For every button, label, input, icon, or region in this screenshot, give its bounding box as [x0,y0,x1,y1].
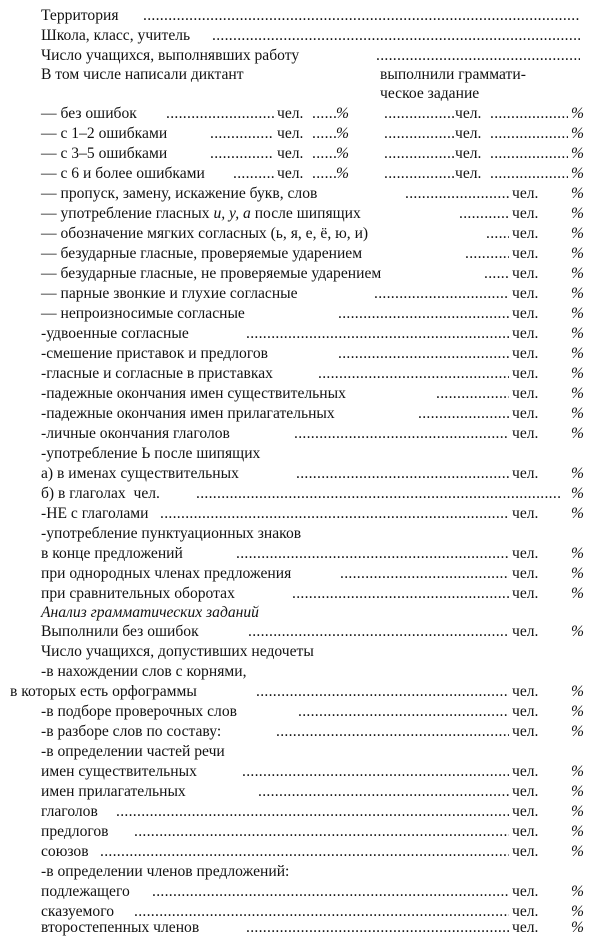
fill-line [490,144,568,164]
count-row [0,104,592,124]
unit-person: чел. [512,585,539,602]
unit-person: чел. [512,623,539,640]
fill-line [256,682,509,702]
unit-percent: % [571,823,584,840]
fill-line [248,622,509,642]
fill-line [210,124,274,144]
row-label: -смешение приставок и предлогов [41,345,268,362]
row-label: при сравнительных оборотах [41,585,235,602]
unit-percent: % [571,783,584,800]
unit-person: чел. [512,723,539,740]
fill-line [242,762,509,782]
unit-percent: % [571,585,584,602]
unit-percent: % [571,919,584,936]
sub-row [0,504,592,524]
unit-percent: % [336,165,349,182]
students-label: Число учащихся, выполнявших работу [41,47,300,64]
row-label: подлежащего [41,883,130,900]
fill-line [384,124,454,144]
unit-percent: % [571,723,584,740]
fill-line [338,304,509,324]
fill-line [384,144,454,164]
row-label: при однородных членах предложения [41,565,292,582]
unit-percent: % [571,165,584,182]
unit-percent: % [571,185,584,202]
fill-line [312,164,336,184]
unit-person: чел. [455,105,482,122]
unit-person: чел. [512,305,539,322]
unit-person: чел. [277,105,304,122]
fill-line [246,324,509,344]
unit-percent: % [571,565,584,582]
grammar-analysis-title: Анализ грамматических заданий [41,604,259,621]
error-type-row [0,424,592,444]
sub-row [0,782,592,802]
error-type-row [0,264,592,284]
fill-line [486,224,509,244]
sub-row [0,484,592,504]
grammar-heading: выполнили граммати- [380,66,526,83]
error-type-row [0,324,592,344]
unit-person: чел. [512,285,539,302]
row-label: -падежные окончания имен существительных [41,385,346,402]
fill-line [405,184,509,204]
error-type-row [0,184,592,204]
unit-percent: % [571,325,584,342]
unit-person: чел. [512,823,539,840]
fill-line [490,164,568,184]
punctuation-title: -употребление пунктуационных знаков [41,525,302,542]
fill-line [246,918,509,938]
error-type-row [0,344,592,364]
school-line [0,26,592,46]
unit-person: чел. [277,145,304,162]
unit-person: чел. [512,843,539,860]
fill-line [296,464,509,484]
unit-percent: % [571,763,584,780]
unit-percent: % [571,365,584,382]
row-label: — безударные гласные, проверяемые ударением [41,245,363,262]
fill-line [312,144,336,164]
unit-person: чел. [512,225,539,242]
unit-percent: % [571,505,584,522]
unit-person: чел. [512,565,539,582]
fill-line [312,124,336,144]
row-label: в которых есть орфограммы [10,683,197,700]
fill-line [236,544,509,564]
unit-person: чел. [512,265,539,282]
unit-percent: % [571,105,584,122]
fill-line [258,782,509,802]
fill-line [340,564,509,584]
unit-percent: % [571,265,584,282]
unit-person: чел. [512,919,539,936]
sub-row [0,662,592,682]
unit-percent: % [336,145,349,162]
row-label: предлогов [41,823,109,840]
unit-percent: % [571,883,584,900]
sub-row [0,722,592,742]
unit-person: чел. [512,185,539,202]
row-label-suffix: после шипящих [250,205,361,222]
fill-line [338,344,509,364]
row-label: -падежные окончания имен прилагательных [41,405,335,422]
unit-person: чел. [512,425,539,442]
unit-person: чел. [512,325,539,342]
row-label: имен существительных [41,763,197,780]
columns-header [0,65,592,85]
row-label-letters: и, у, а [213,205,251,222]
error-type-row [0,204,592,224]
error-type-row [0,224,592,244]
fill-line [384,104,454,124]
fill-line [312,104,336,124]
row-label-prefix: — употребление гласных [41,205,214,222]
unit-person: чел. [512,385,539,402]
row-label: глаголов [41,803,98,820]
count-row [0,164,592,184]
unit-percent: % [571,345,584,362]
error-type-row [0,404,592,424]
fill-line [436,384,509,404]
fill-line [292,584,509,604]
fill-line [384,164,454,184]
sub-row [0,882,592,902]
row-label [41,204,361,224]
section-title [0,603,592,623]
unit-person: чел. [512,465,539,482]
unit-person: чел. [512,245,539,262]
row-label: а) в именах существительных [41,465,239,482]
fill-line [166,104,274,124]
sub-row [0,564,592,584]
unit-person: чел. [512,883,539,900]
unit-person: чел. [277,125,304,142]
unit-percent: % [571,285,584,302]
row-label: б) в глаголах чел. [41,485,160,502]
row-label: -в подборе проверочных слов [41,703,237,720]
dictation-heading: В том числе написали диктант [41,66,244,83]
fill-line [116,802,509,822]
unit-percent: % [571,465,584,482]
error-type-row [0,284,592,304]
fill-line [376,46,580,66]
unit-percent: % [336,125,349,142]
unit-person: чел. [512,703,539,720]
grammar-heading-2: ческое задание [380,85,480,102]
sub-row [0,822,592,842]
sub-row [0,544,592,564]
unit-person: чел. [277,165,304,182]
unit-percent: % [571,145,584,162]
territory-line [0,6,592,26]
unit-person: чел. [512,365,539,382]
row-label: — парные звонкие и глухие согласные [41,285,298,302]
fill-line [459,204,509,224]
parts-title: -в определении частей речи [41,743,225,760]
fill-line [465,244,509,264]
unit-percent: % [571,225,584,242]
row-label: сказуемого [41,903,114,920]
unit-person: чел. [512,345,539,362]
section-title [0,862,592,882]
fill-line [418,404,509,424]
sub-row [0,918,592,938]
fill-line [196,484,560,504]
unit-percent: % [571,305,584,322]
count-label: — с 3–5 ошибками [41,145,168,162]
unit-person: чел. [512,803,539,820]
fill-line [298,702,509,722]
school-label: Школа, класс, учитель [41,27,191,44]
soft-sign-title: -употребление Ь после шипящих [41,445,261,462]
fill-line [233,164,274,184]
error-type-row [0,364,592,384]
sub-row [0,584,592,604]
unit-person: чел. [512,505,539,522]
sub-row [0,464,592,484]
fill-line [276,722,509,742]
row-label: -личные окончания глаголов [41,425,230,442]
sub-row [0,802,592,822]
row-label: Выполнили без ошибок [41,623,199,640]
row-label: -в разборе слов по составу: [41,723,222,740]
fill-line [490,124,568,144]
unit-percent: % [571,385,584,402]
unit-person: чел. [512,405,539,422]
section-title [0,742,592,762]
unit-percent: % [571,485,584,502]
fill-line [294,424,509,444]
sub-row [0,682,592,702]
unit-person: чел. [512,683,539,700]
fill-line [490,104,568,124]
sub-row [0,842,592,862]
unit-percent: % [571,405,584,422]
error-type-row [0,384,592,404]
territory-label: Территория [41,7,119,24]
count-row [0,124,592,144]
row-label: имен прилагательных [41,783,186,800]
fill-line [143,6,580,26]
row-label: -удвоенные согласные [41,325,189,342]
unit-percent: % [336,105,349,122]
unit-percent: % [571,623,584,640]
unit-person: чел. [512,545,539,562]
unit-percent: % [571,903,584,920]
unit-percent: % [571,803,584,820]
fill-line [134,822,509,842]
row-label: -НЕ с глаголами [41,505,149,522]
row-label: — непроизносимые согласные [41,305,245,322]
unit-percent: % [571,843,584,860]
unit-person: чел. [512,903,539,920]
fill-line [160,504,509,524]
sub-row [0,702,592,722]
unit-person: чел. [455,125,482,142]
section-title [0,642,592,662]
section-title [0,444,592,464]
fill-line [484,264,509,284]
unit-person: чел. [455,165,482,182]
error-type-row [0,244,592,264]
row-label: — обозначение мягких согласных (ь, я, е, ё, ю, и) [41,225,369,242]
fill-line [210,144,274,164]
unit-person: чел. [512,205,539,222]
unit-percent: % [571,683,584,700]
unit-person: чел. [455,145,482,162]
sub-row [0,762,592,782]
fill-line [152,882,509,902]
students-line [0,46,592,66]
unit-person: чел. [512,783,539,800]
unit-percent: % [571,245,584,262]
unit-percent: % [571,703,584,720]
unit-percent: % [571,545,584,562]
fill-line [318,364,509,384]
section-title [0,524,592,544]
members-title: -в определении членов предложений: [41,863,290,880]
sub-row [0,622,592,642]
fill-line [374,284,509,304]
unit-percent: % [571,425,584,442]
row-label: — пропуск, замену, искажение букв, слов [41,185,318,202]
fill-line [212,26,580,46]
row-label: -гласные и согласные в приставках [41,365,273,382]
row-label: в конце предложений [41,545,183,562]
count-label: — с 1–2 ошибками [41,125,168,142]
shortcomings-title: Число учащихся, допустивших недочеты [41,643,314,660]
count-row [0,144,592,164]
row-label: -в нахождении слов с корнями, [41,663,247,680]
unit-percent: % [571,205,584,222]
row-label: — безударные гласные, не проверяемые ударением [41,265,382,282]
count-label: — с 6 и более ошибками [41,165,205,182]
unit-person: чел. [512,763,539,780]
unit-percent: % [571,125,584,142]
error-type-row [0,304,592,324]
count-label: — без ошибок [41,105,137,122]
columns-header-2 [0,84,592,104]
fill-line [100,842,509,862]
row-label: второстепенных членов [41,919,200,936]
row-label: союзов [41,843,89,860]
